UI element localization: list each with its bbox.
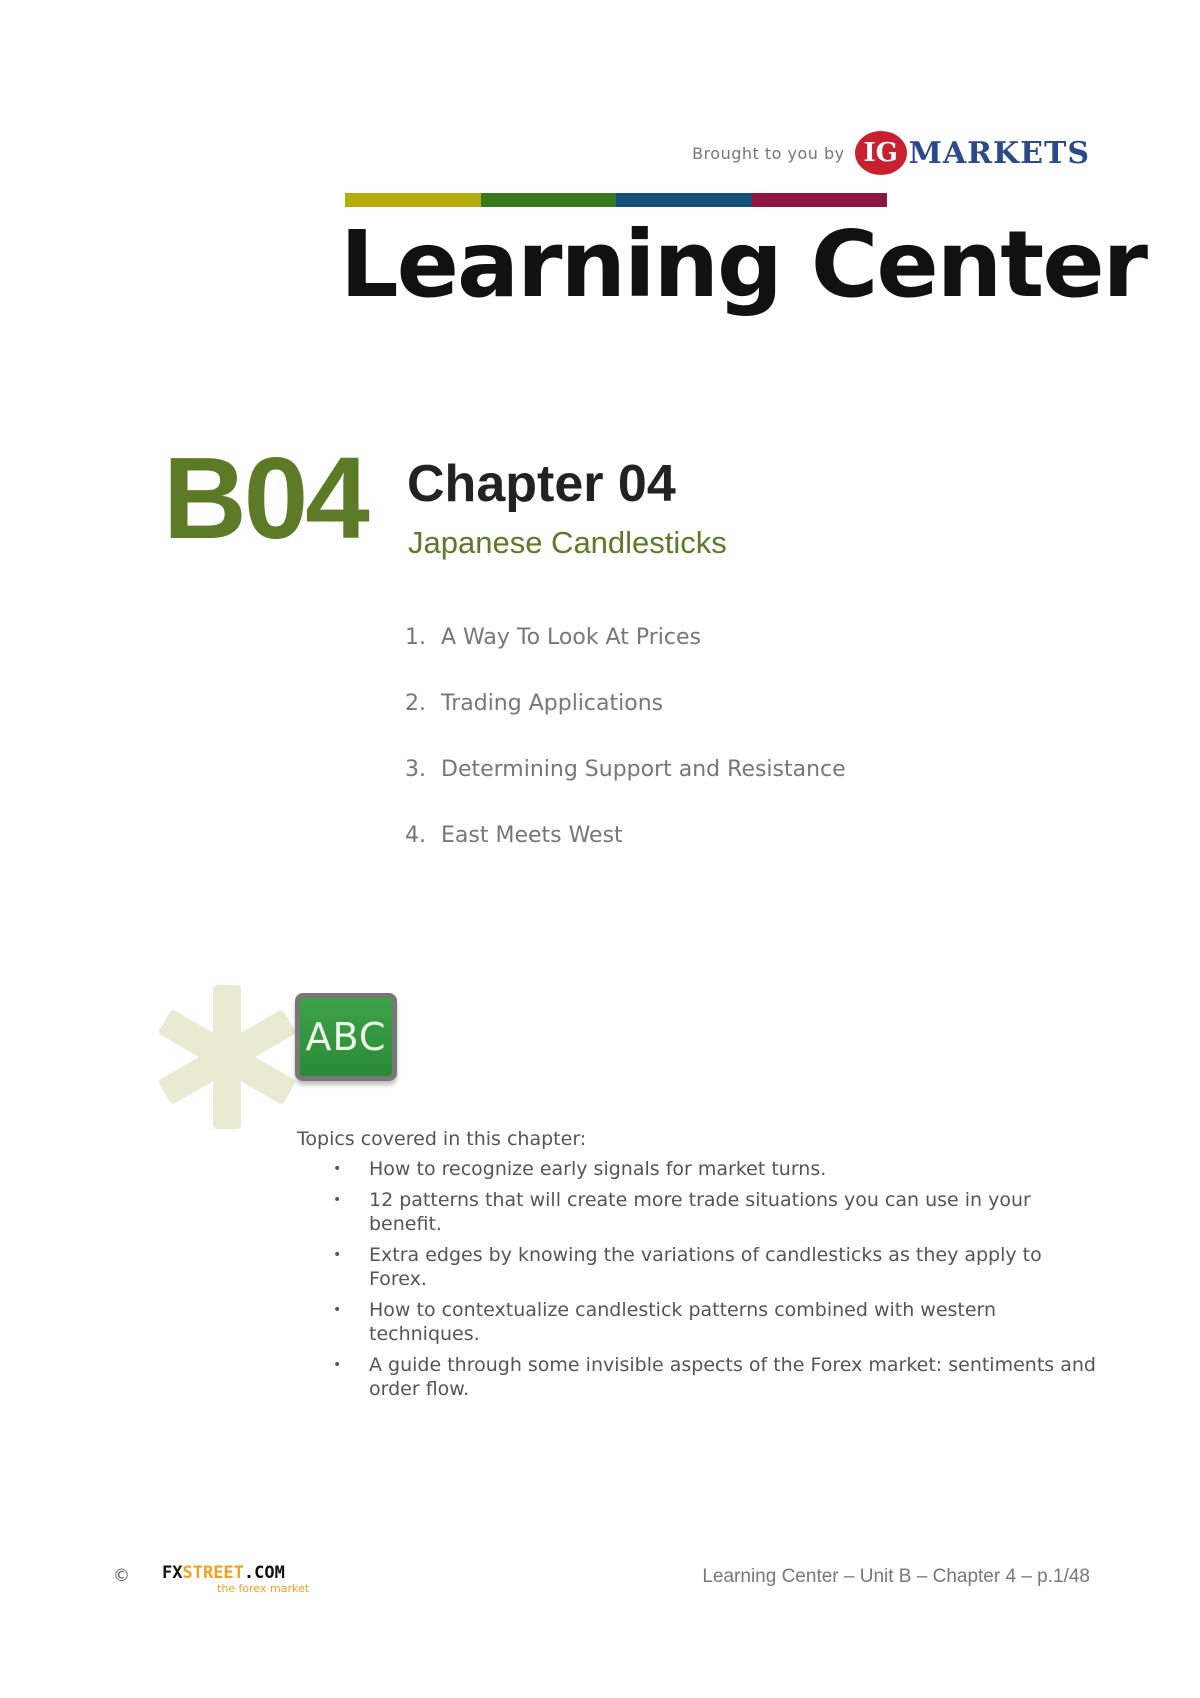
copyright-symbol: ©: [113, 1566, 130, 1586]
list-item: [405, 624, 846, 690]
list-item: [297, 1298, 1097, 1346]
list-item: [297, 1157, 1097, 1181]
list-item: [297, 1353, 1097, 1401]
chapter-contents-list: [405, 624, 846, 888]
chapter-title: Chapter 04: [407, 455, 676, 513]
list-item-label: Determining Support and Resistance: [441, 757, 846, 782]
fxstreet-wordmark: FXSTREET.COM: [162, 1563, 285, 1583]
list-item-label: Trading Applications: [441, 691, 664, 716]
chapter-subtitle: Japanese Candlesticks: [408, 525, 727, 560]
bullet-icon: •: [333, 1357, 342, 1373]
topics-heading: Topics covered in this chapter:: [297, 1128, 587, 1150]
fxstreet-logo: [162, 1564, 322, 1604]
asterisk-icon: [155, 985, 300, 1130]
color-bar-segment-4: [752, 193, 888, 207]
brand-color-bar: [345, 193, 887, 207]
sponsor-header: [600, 128, 1090, 178]
chalkboard-text: ABC: [300, 998, 392, 1076]
ig-markets-name: MARKETS: [908, 135, 1090, 171]
list-item-number: 4.: [405, 823, 426, 848]
list-item: [405, 822, 846, 888]
list-item-label: A Way To Look At Prices: [441, 625, 701, 650]
topics-section: [297, 1127, 1097, 1408]
list-item-text: 12 patterns that will create more trade situations you can use in your benefit.: [369, 1189, 1031, 1235]
ig-badge: IG: [855, 131, 907, 175]
chapter-code: B04: [163, 433, 367, 563]
brought-by-text: Brought to you by: [692, 143, 845, 163]
learning-center-wordmark: Learning Center: [340, 211, 1147, 318]
list-item-text: A guide through some invisible aspects of the Forex market: sentiments and order flow.: [369, 1354, 1096, 1400]
list-item: [405, 756, 846, 822]
list-item-text: How to recognize early signals for market turns.: [369, 1158, 827, 1180]
list-item-label: East Meets West: [441, 823, 623, 848]
list-item-number: 1.: [405, 625, 426, 650]
page-info: Learning Center – Unit B – Chapter 4 – p.1/48: [702, 1566, 1090, 1587]
list-item: [297, 1188, 1097, 1236]
topics-list: [297, 1157, 1097, 1401]
color-bar-segment-2: [481, 193, 617, 207]
bullet-icon: •: [333, 1302, 342, 1318]
fxstreet-tagline: the forex market: [217, 1582, 310, 1595]
bullet-icon: •: [333, 1161, 342, 1177]
list-item: [405, 690, 846, 756]
color-bar-segment-3: [616, 193, 752, 207]
list-item-text: Extra edges by knowing the variations of candlesticks as they apply to Forex.: [369, 1244, 1042, 1290]
bullet-icon: •: [333, 1192, 342, 1208]
list-item-text: How to contextualize candlestick patterns combined with western techniques.: [369, 1299, 997, 1345]
chapter-illustration: [155, 985, 405, 1130]
list-item: [297, 1243, 1097, 1291]
chalkboard-icon: [295, 993, 397, 1081]
list-item-number: 3.: [405, 757, 426, 782]
ig-markets-logo: [855, 131, 1090, 175]
list-item-number: 2.: [405, 691, 426, 716]
color-bar-segment-1: [345, 193, 481, 207]
bullet-icon: •: [333, 1247, 342, 1263]
